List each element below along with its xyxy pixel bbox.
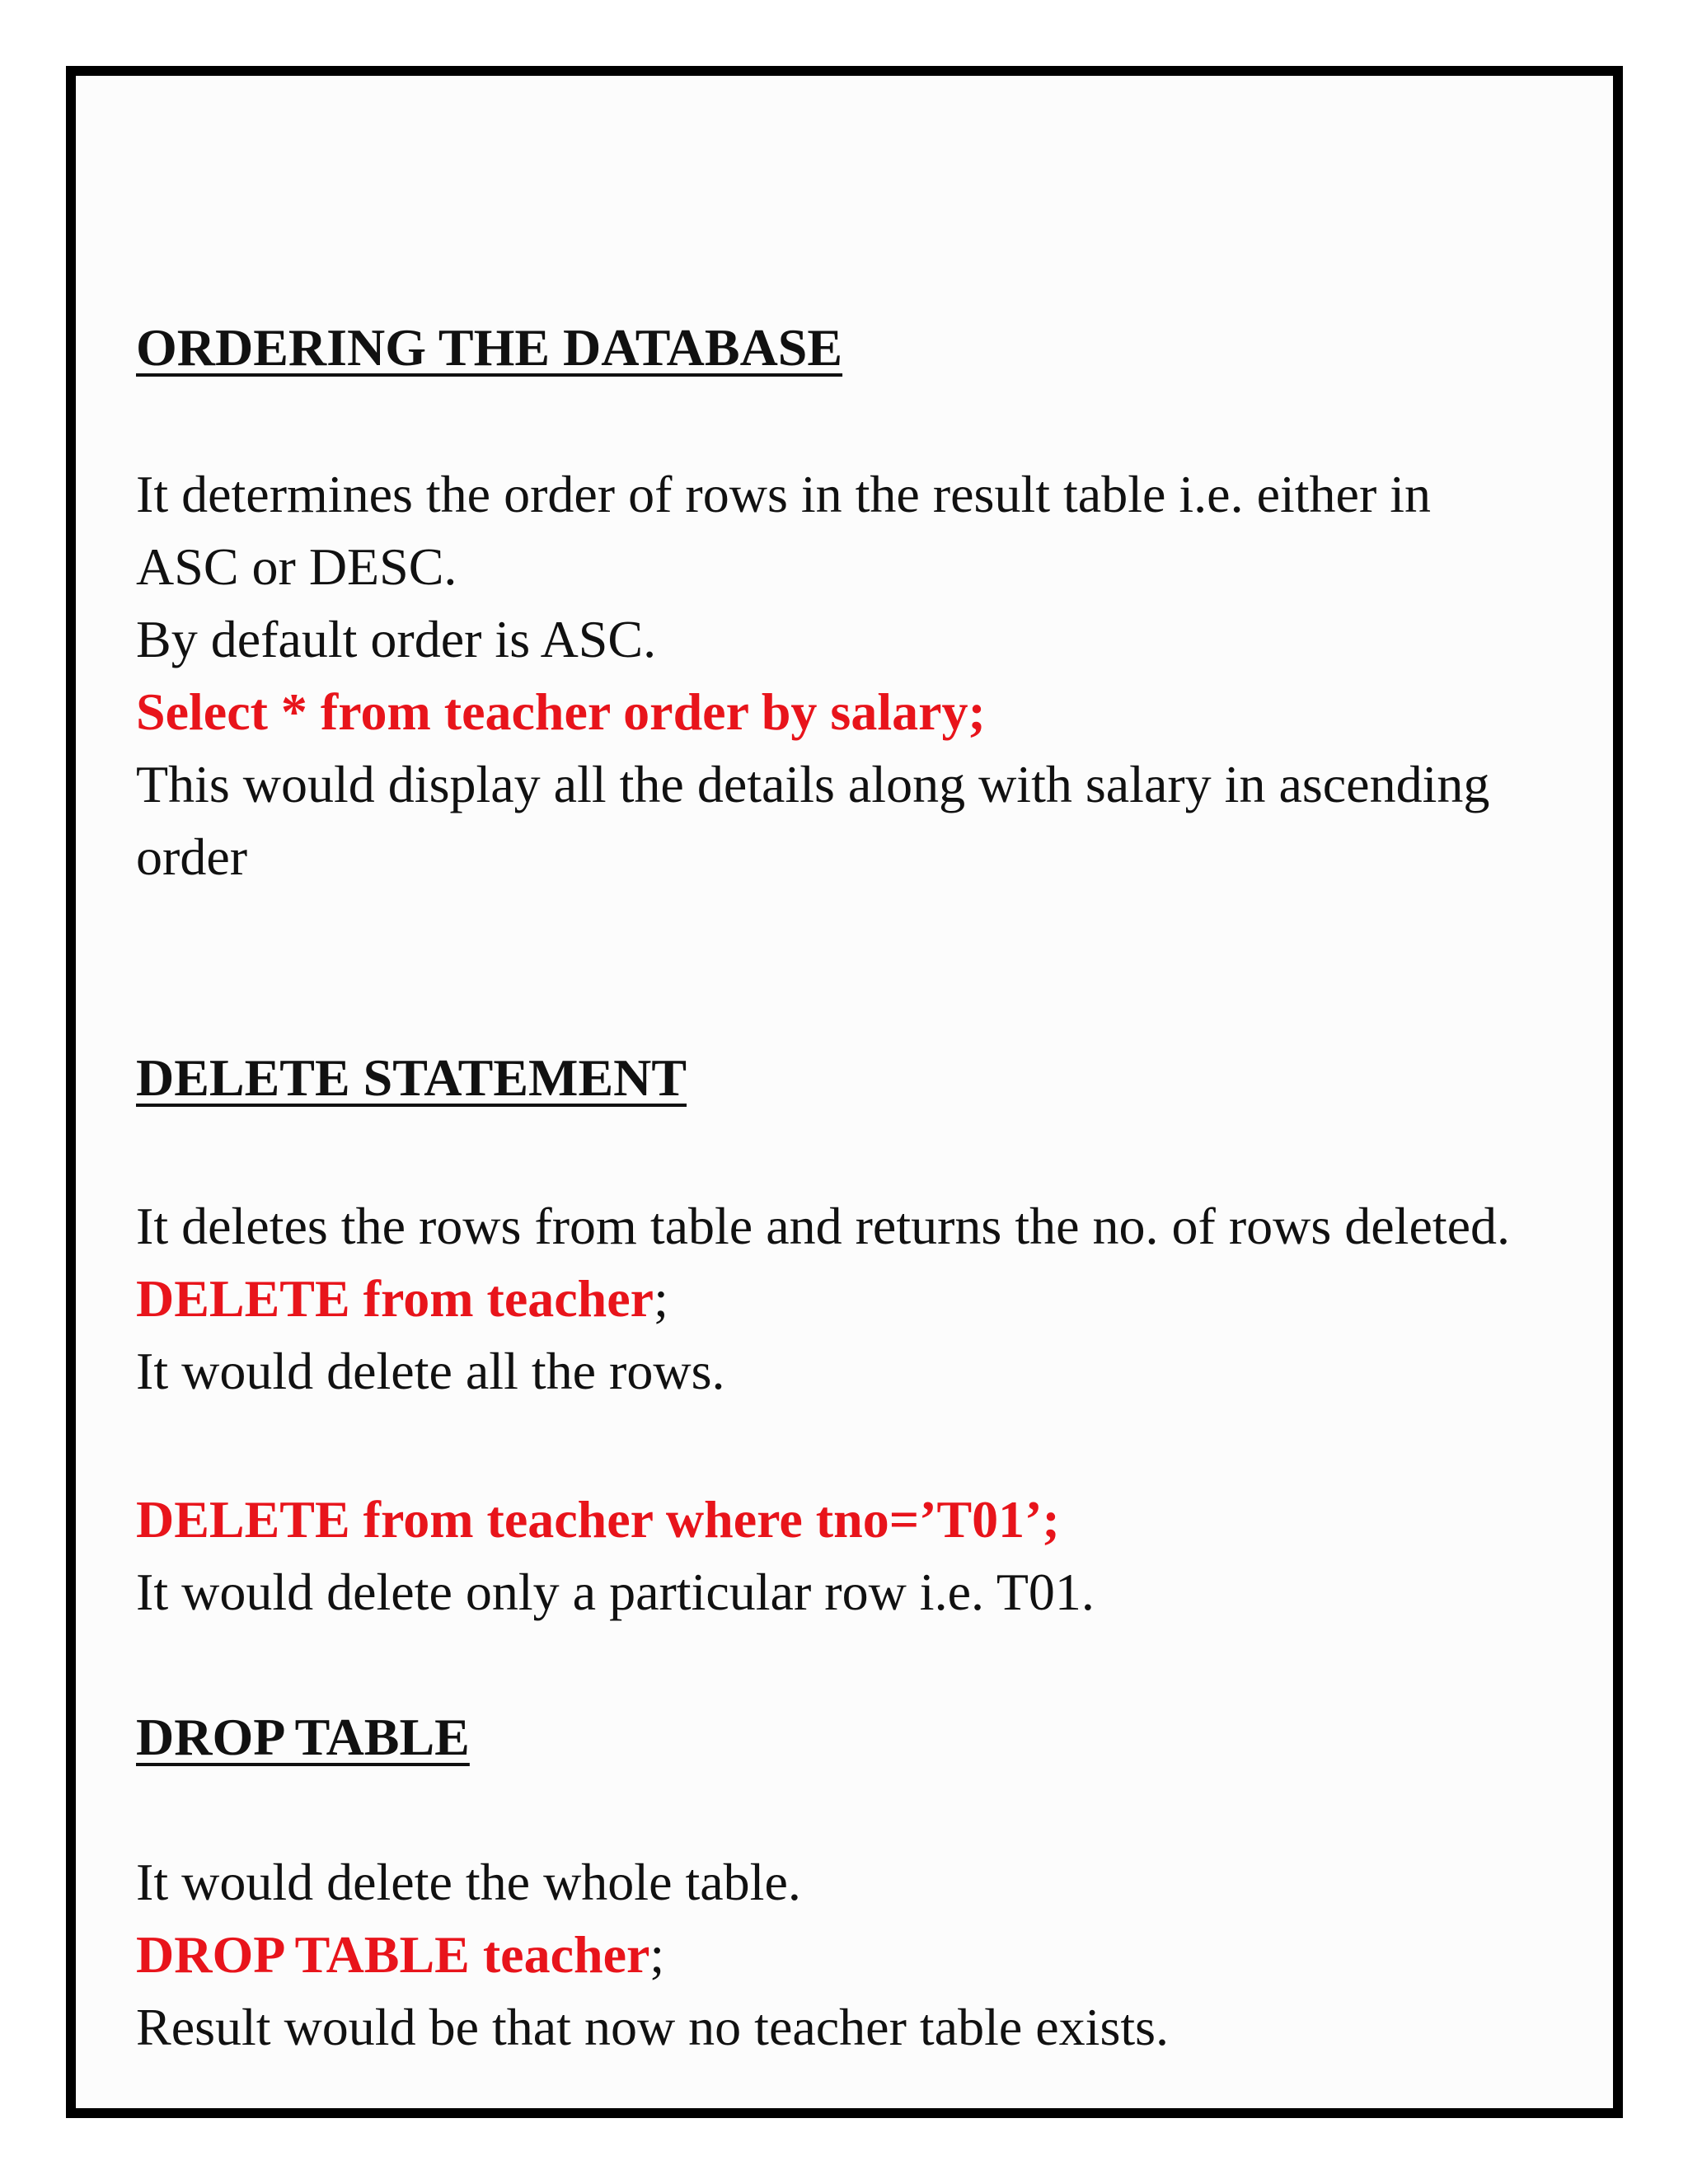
delete-desc: It deletes the rows from table and returns the no. of rows deleted. <box>136 1197 1511 1255</box>
drop-heading: DROP TABLE <box>136 1708 470 1766</box>
drop-desc: It would delete the whole table. <box>136 1853 801 1911</box>
delete-heading: DELETE STATEMENT <box>136 1048 687 1107</box>
ordering-result-line2: order <box>136 827 248 886</box>
drop-query-code: DROP TABLE teacher <box>136 1925 650 1984</box>
drop-result: Result would be that now no teacher table exists. <box>136 1998 1170 2056</box>
drop-query <box>136 1925 665 1984</box>
ordering-desc-line2: ASC or DESC. <box>136 537 457 596</box>
ordering-query: Select * from teacher order by salary; <box>136 682 986 741</box>
ordering-heading: ORDERING THE DATABASE <box>136 318 843 377</box>
delete-query2: DELETE from teacher where tno=’T01’; <box>136 1490 1060 1549</box>
delete-result2: It would delete only a particular row i.e. T01. <box>136 1563 1095 1621</box>
delete-query1 <box>136 1269 668 1328</box>
ordering-default-note: By default order is ASC. <box>136 610 657 668</box>
delete-result1: It would delete all the rows. <box>136 1342 725 1400</box>
delete-query1-code: DELETE from teacher <box>136 1269 654 1328</box>
delete-query1-suffix: ; <box>654 1269 668 1328</box>
ordering-desc-line1: It determines the order of rows in the result table i.e. either in <box>136 465 1432 523</box>
drop-query-suffix: ; <box>649 1925 665 1984</box>
ordering-result-line1: This would display all the details along with salary in ascending <box>136 755 1490 813</box>
